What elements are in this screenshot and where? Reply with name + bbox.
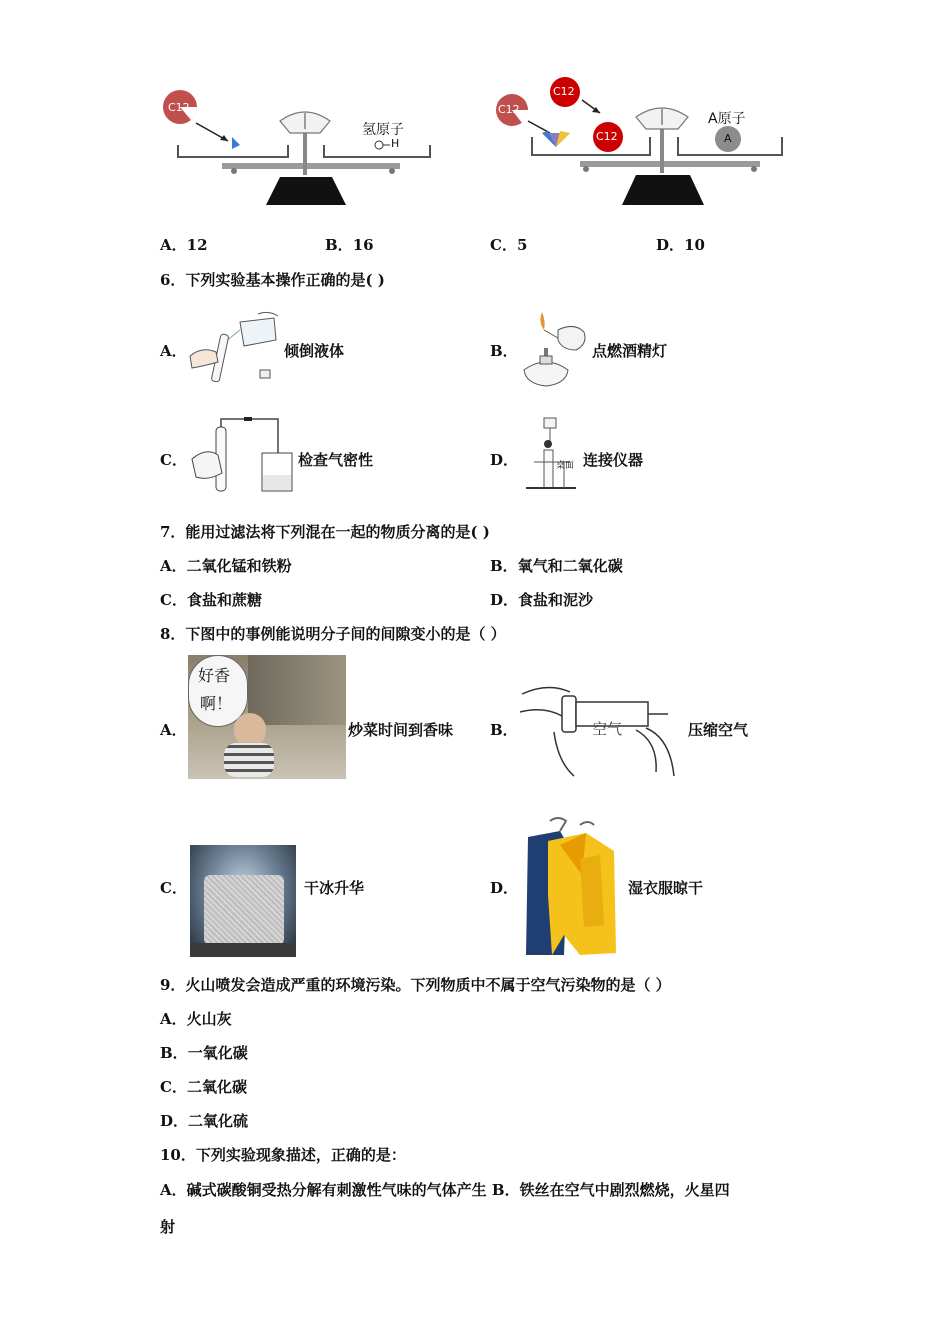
q6-option-b-text: 点燃酒精灯 (592, 342, 668, 360)
syringe-compress-figure (518, 672, 680, 780)
q9-option-a[interactable] (160, 1010, 232, 1028)
a-atom-label: A原子 (708, 111, 746, 127)
q8-option-b-letter[interactable]: B． (490, 721, 518, 739)
option-letter: A． (160, 236, 187, 254)
q10-option-a-text: 碱式碳酸铜受热分解有刺激性气味的气体产生 (186, 1181, 487, 1199)
option-letter: A． (160, 557, 187, 575)
option-letter: D． (160, 1112, 189, 1130)
q5-option-b[interactable] (325, 236, 374, 254)
q9-option-c[interactable] (160, 1078, 247, 1096)
q8-option-c-text: 干冰升华 (304, 879, 365, 897)
q6-option-d-letter[interactable]: D． (490, 451, 519, 469)
q6-stem: 6．下列实验基本操作正确的是( ) (160, 271, 385, 289)
alcohol-lamp-figure (518, 308, 590, 388)
q6-option-c-letter[interactable]: C． (160, 451, 187, 469)
option-text: 12 (186, 236, 208, 254)
q6-option-d-text: 连接仪器 (583, 451, 644, 469)
q7-stem: 7．能用过滤法将下列混在一起的物质分离的是( ) (160, 523, 490, 541)
q5-balance-figure-left (160, 85, 450, 210)
q8-option-d-letter[interactable]: D． (490, 879, 519, 897)
airtightness-check-figure (188, 415, 296, 495)
option-text: 火山灰 (186, 1010, 232, 1028)
q7-option-c[interactable] (160, 591, 262, 609)
q10-option-a-letter[interactable]: A． (160, 1181, 187, 1199)
option-text: 16 (352, 236, 374, 254)
fragment-icon (232, 137, 240, 149)
q9-option-b[interactable] (160, 1044, 248, 1062)
c12-label-a: C12 (498, 103, 520, 116)
balance-left-svg (160, 85, 450, 210)
q9-option-d[interactable] (160, 1112, 248, 1130)
option-letter: D． (490, 591, 519, 609)
table-surface-label: 桌面 (556, 461, 575, 471)
option-letter: B． (325, 236, 353, 254)
baby-head (234, 713, 266, 747)
connect-apparatus-figure (520, 414, 580, 494)
q8-option-b-text: 压缩空气 (688, 721, 749, 739)
hydrogen-atom-label: 氢原子 (362, 122, 404, 138)
air-label: 空气 (592, 720, 623, 738)
option-text: 食盐和蔗糖 (186, 591, 262, 609)
option-text: 氧气和二氧化碳 (517, 557, 623, 575)
option-letter: A． (160, 1010, 187, 1028)
c12-label-b: C12 (553, 85, 575, 98)
baby-body (224, 743, 274, 777)
q7-option-d[interactable] (490, 591, 593, 609)
dry-ice-photo (190, 845, 296, 957)
a-atom-symbol: A (724, 132, 732, 145)
option-letter: C． (490, 236, 517, 254)
wet-clothes-figure (520, 815, 620, 959)
option-letter: B． (490, 557, 518, 575)
q6-option-b-letter[interactable]: B． (490, 342, 518, 360)
q8-option-c-letter[interactable]: C． (160, 879, 187, 897)
q5-option-c[interactable] (490, 236, 527, 254)
q7-option-b[interactable] (490, 557, 623, 575)
q5-option-d[interactable] (656, 236, 705, 254)
hydrogen-symbol: H (391, 137, 400, 150)
q10-option-b-letter[interactable]: B． (491, 1181, 520, 1199)
q10-option-b-text: 铁丝在空气中剧烈燃烧，火星四 (519, 1181, 730, 1199)
dry-ice-block (204, 875, 284, 945)
q7-option-a[interactable] (160, 557, 292, 575)
speech-bubble-text-2: 啊！ (200, 694, 233, 713)
speech-bubble-text-1: 好香 (198, 666, 231, 685)
q5-option-a[interactable] (160, 236, 208, 254)
q9-stem: 9．火山喷发会造成严重的环境污染。下列物质中不属于空气污染物的是（ ） (160, 976, 671, 994)
option-text: 食盐和泥沙 (518, 591, 594, 609)
q10-stem: 10．下列实验现象描述，正确的是： (160, 1146, 406, 1164)
option-text: 10 (684, 236, 705, 254)
option-text: 二氧化硫 (188, 1112, 249, 1130)
q10-option-b-continued: 射 (160, 1218, 176, 1236)
q8-option-a-letter[interactable]: A． (160, 721, 187, 739)
option-letter: B． (160, 1044, 188, 1062)
option-text: 一氧化碳 (187, 1044, 248, 1062)
q6-option-c-text: 检查气密性 (298, 451, 374, 469)
q6-option-a-letter[interactable]: A． (160, 342, 187, 360)
q8-option-a-text: 炒菜时间到香味 (348, 721, 454, 739)
option-text: 二氧化锰和铁粉 (186, 557, 292, 575)
option-letter: C． (160, 1078, 187, 1096)
option-text: 二氧化碳 (186, 1078, 247, 1096)
c12-label-c: C12 (596, 130, 618, 143)
c12-label: C12 (168, 101, 190, 114)
option-letter: D． (656, 236, 685, 254)
q8-option-d-text: 湿衣服晾干 (628, 879, 704, 897)
balance-right-svg (490, 75, 790, 210)
option-letter: C． (160, 591, 187, 609)
q5-balance-figure-right (490, 75, 790, 210)
baby-smelling-photo (188, 655, 346, 779)
option-text: 5 (516, 236, 528, 254)
q10-options-line (160, 1181, 730, 1199)
q8-stem: 8．下图中的事例能说明分子间的间隙变小的是（ ） (160, 625, 506, 643)
q6-option-a-text: 倾倒液体 (284, 342, 345, 360)
pouring-liquid-figure (188, 310, 283, 385)
